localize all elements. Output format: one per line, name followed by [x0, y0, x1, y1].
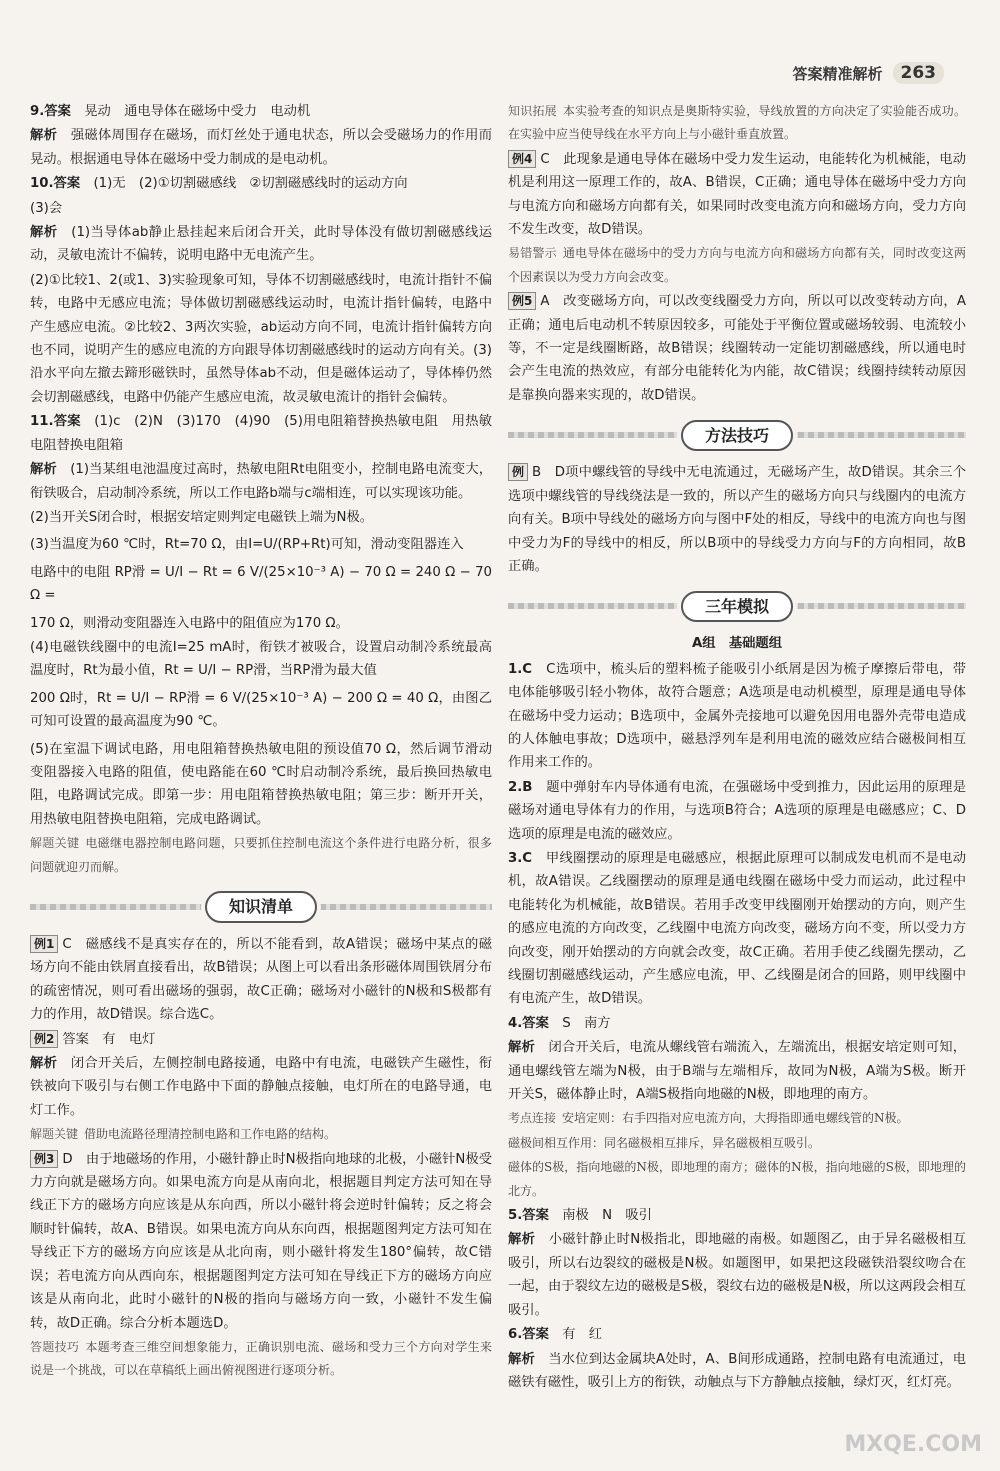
q11-part4-equation: 200 Ω时，Rt = U/I − RP滑 = 6 V/(25×10⁻³ A) − 200 Ω = 40 Ω，由图乙可知可设置的最高温度为90 ℃。 [30, 690, 492, 730]
mock-q4-point-2: 磁极间相互作用：同名磁极相互排斥，异名磁极相互吸引。 [508, 1135, 821, 1150]
mock-q3: 3.C 甲线圈摆动的原理是电磁感应，根据此原理可以制成发电机而不是电动机，故A错误。乙线圈摆动的原理是通电线圈在磁场中受力而运动，此过程中电能转化为机械能，故B错误。若用手改变甲线圈刚开始摆动的方向，则产生的感应电流的方向改变，乙线圈中电流方向改变，磁场方向不变，所以受力方向改变，刚开始摆动的方向就会改变，故C正确。若用手使乙线圈先摆动，乙线圈切割磁感线运动，产生感应电流，甲、乙线圈是闭合的回路，则甲线圈中有电流产生，故D错误。 [508, 850, 967, 1007]
example-3-skill: 答题技巧 本题考查三维空间想象能力，正确识别电流、磁场和受力三个方向对学生来说是一个挑战，可以在草稿纸上画出俯视图进行逐项分析。 [30, 1339, 492, 1378]
banner-knowledge-list [30, 887, 492, 927]
group-title: A组 基础题组 [691, 636, 783, 652]
example-2-key: 解题关键 借助电流路径理清控制电路和工作电路的结构。 [30, 1127, 337, 1142]
example-tag: 例 [508, 463, 528, 481]
example-3: 例3 D 由于地磁场的作用，小磁针静止时N极指向地球的北极，小磁针N极受力方向就是磁场方向。如果电流方向是从南向北，根据题目判定方法可知在导线正下方的磁场方向应该是从东向西，所以小磁针将会逆时针偏转；反之将会顺时针偏转，故A、B错误。如果电流方向从东向西，根据题图判定方法可知在导线正下方的磁场方向应该是从北向南，则小磁针将发生180°偏转，故C错误；若电流方向从西向东，根据题图判定方法可知在导线正下方的磁场方向应该是从南向北，此时小磁针的N极的指向与磁场方向一致，小磁针不发生偏转，故D正确。综合分析本题选D。 [30, 1151, 492, 1331]
example-4: 例4 C 此现象是通电导体在磁场中受力发生运动，电能转化为机械能，电动机是利用这一原理工作的，故A、B错误，C正确；通电导体在磁场中受力方向与电流方向和磁场方向都有关，如果同时改变电流方向和磁场方向，受力方向不发生改变，故D错误。 [508, 151, 966, 238]
left-column [30, 100, 492, 1384]
banner-title: 方法技巧 [681, 420, 793, 451]
q10-analysis-2: (2)①比较1、2(或1、3)实验现象可知，导体不切割磁感线时，电流计指针不偏转，电路中无感应电流；导体做切割磁感线运动时，电流计指针偏转，电路中产生感应电流。②比较2、3两次实验，ab运动方向不同，电流计指针偏转方向也不同，说明产生的感应电流的方向跟导体切割磁感线时的运动方向有关。(3)沿水平向左撤去蹄形磁铁时，虽然导体ab不动，但是磁体运动了，导体棒仍然会切割磁感线，电路中仍能产生感应电流，故灵敏电流计的指针会偏转。 [30, 272, 492, 405]
q11-part3-result: 170 Ω，则滑动变阻器连入电路中的阻值应为170 Ω。 [30, 615, 349, 631]
q11-analysis: 解析 (1)当某组电池温度过高时，热敏电阻Rt电阻变小，控制电路电流变大，衔铁吸合，启动制冷系统，所以工作电路b端与c端相连，可以实现该功能。 [30, 462, 493, 501]
example-tag: 例4 [508, 150, 536, 168]
example-tag: 例3 [30, 1150, 58, 1168]
q10-answer-3: (3)会 [30, 200, 63, 216]
example-tag: 例5 [508, 292, 536, 310]
q11-part5: (5)在室温下调试电路，用电阻箱替换热敏电阻的预设值70 Ω，然后调节滑动变阻器接入电路的阻值，使电路能在60 ℃时启动制冷系统，最后换回热敏电阻，电路调试完成。即第一步：用电阻箱替换热敏电阻；第三步：断开开关，用热敏电阻替换电阻箱，完成电路调试。 [30, 741, 492, 827]
example-tag: 例2 [30, 1030, 58, 1048]
mock-q4-point-3: 磁体的S极，指向地磁的N极，即地理的南方；磁体的N极，指向地磁的S极，即地理的北方。 [508, 1160, 966, 1198]
q11-answer: 11.答案 (1)c (2)N (3)170 (4)90 (5)用电阻箱替换热敏电阻 用热敏电阻替换电阻箱 [30, 414, 492, 453]
example-4-warning: 易错警示 通电导体在磁场中的受力方向与电流方向和磁场方向都有关，同时改变这两个因素误以为受力方向会改变。 [508, 246, 966, 284]
knowledge-extension: 知识拓展 本实验考查的知识点是奥斯特实验，导线放置的方向决定了实验能否成功。在实验中应当使导线在水平方向上与小磁针垂直放置。 [508, 104, 966, 142]
example-tag: 例1 [30, 935, 58, 953]
q11-part3: (3)当温度为60 ℃时，Rt=70 Ω，由I=U/(RP+Rt)可知，滑动变阻器连入 [30, 537, 464, 553]
page-header [792, 62, 944, 84]
mock-q4-answer: 4.答案 S 南方 [508, 1015, 611, 1031]
mock-q5-answer: 5.答案 南极 N 吸引 [508, 1208, 652, 1224]
mock-q5-analysis: 解析 小磁针静止时N极指北，即地磁的南极。如题图乙，由于异名磁极相互吸引，所以右边裂纹的磁极是N极。如题图甲，如果把这段磁铁沿裂纹吻合在一起，由于裂纹左边的磁极是S极，裂纹右边的磁极是N极，所以这两段会相互吸引。 [508, 1232, 966, 1318]
banner-methods [508, 415, 966, 455]
mock-q6-analysis: 解析 当水位到达金属块A处时，A、B间形成通路，控制电路有电流通过，电磁铁有磁性，吸引上方的衔铁，动触点与下方静触点接触，绿灯灭，红灯亮。 [508, 1351, 966, 1390]
q11-part2: (2)当开关S闭合时，根据安培定则判定电磁铁上端为N极。 [30, 509, 374, 525]
banner-three-year-mock [508, 586, 966, 626]
watermark: MXQE.COM [844, 1432, 982, 1457]
mock-q4-point-1: 考点连接 安培定则：右手四指对应电流方向，大拇指即通电螺线管的N极。 [508, 1111, 909, 1126]
right-column [508, 100, 966, 1395]
mock-q4-analysis: 解析 闭合开关后，电流从螺线管右端流入，左端流出，根据安培定则可知，通电螺线管左端为N极，由于B端与左端相斥，故同为N极，A端为S极。断开开关S，磁体静止时，A端S极指向地磁的N极，即地理的南方。 [508, 1040, 967, 1103]
q9-answer: 9.答案 晃动 通电导体在磁场中受力 电动机 [30, 104, 311, 119]
example-2-answer: 例2 答案 有 电灯 [30, 1028, 492, 1051]
q11-key-note: 解题关键 电磁继电器控制电路问题，只要抓住控制电流这个条件进行电路分析，很多问题就迎刃而解。 [30, 836, 492, 874]
mock-q1: 1.C C选项中，梳头后的塑料梳子能吸引小纸屑是因为梳子摩擦后带电，带电体能够吸引轻小物体，故符合题意；A选项是电动机模型，原理是通电导体在磁场中受力运动；B选项中，金属外壳接地可以避免因用电器外壳带电造成的人体触电事故；D选项中，磁悬浮列车是利用电流的磁效应结合磁极间相互作用来工作的。 [508, 661, 966, 771]
banner-title: 知识清单 [205, 891, 317, 922]
q11-part4: (4)电磁铁线圈中的电流I=25 mA时，衔铁才被吸合，设置启动制冷系统最高温度时，Rt为最小值，Rt = U/I − RP滑，当RP滑为最大值 [30, 639, 492, 679]
page-number: 263 [893, 62, 945, 84]
example-1: 例1 C 磁感线不是真实存在的，所以不能看到，故A错误；磁场中某点的磁场方向不能由铁屑直接看出，故B错误；从图上可以看出条形磁体周围铁屑分布的疏密情况，则可看出磁场的强弱，故C正确；磁场对小磁针的N极和S极都有力的作用，故D错误。综合选C。 [30, 937, 492, 1023]
q10-analysis: 解析 (1)当导体ab静止悬挂起来后闭合开关，此时导体没有做切割磁感线运动，灵敏电流计不偏转，说明电路中无电流产生。 [30, 225, 492, 264]
mock-q6-answer: 6.答案 有 红 [508, 1327, 603, 1343]
example-5: 例5 A 改变磁场方向，可以改变线圈受力方向，所以可以改变转动方向，A正确；通电后电动机不转原因较多，可能处于平衡位置或磁场较弱、电流较小等，不一定是线圈断路，故B错误；线圈转动一定能切割磁感线，所以通电时会产生电流的热效应，有部分电能转化为内能，故C错误；线圈持续转动原因是靠换向器来实现的，故D错误。 [508, 294, 966, 403]
header-title: 答案精准解析 [792, 64, 883, 83]
banner-title: 三年模拟 [681, 591, 793, 622]
q10-answer: 10.答案 (1)无 (2)①切割磁感线 ②切割磁感线时的运动方向 [30, 176, 408, 192]
q11-part3-equation: 电路中的电阻 RP滑 = U/I − Rt = 6 V/(25×10⁻³ A) − 70 Ω = 240 Ω − 70 Ω = [30, 564, 492, 604]
q9-analysis: 解析 强磁体周围存在磁场，而灯丝处于通电状态，所以会受磁场力的作用而晃动。根据通电导体在磁场中受力制成的是电动机。 [30, 128, 493, 167]
method-example: 例 B D项中螺线管的导线中无电流通过，无磁场产生，故D错误。其余三个选项中螺线管的导线绕法是一致的，所以产生的磁场方向只与线圈内的电流方向有关。B项中导线处的磁场方向与图中F处的相反，导线中的电流方向也与图中受力为F的导线中的相反，所以B项中的导线受力方向与F的方向相同，故B正确。 [508, 465, 966, 574]
mock-q2: 2.B 题中弹射车内导体通有电流，在强磁场中受到推力，因此运用的原理是磁场对通电导体有力的作用，与选项B符合；A选项的原理是电磁感应；C、D选项的原理是电流的磁效应。 [508, 779, 967, 842]
example-2-analysis: 解析 闭合开关后，左侧控制电路接通，电路中有电流，电磁铁产生磁性，衔铁被向下吸引与右侧工作电路中下面的静触点接触，电灯所在的电路导通，电灯工作。 [30, 1056, 493, 1118]
